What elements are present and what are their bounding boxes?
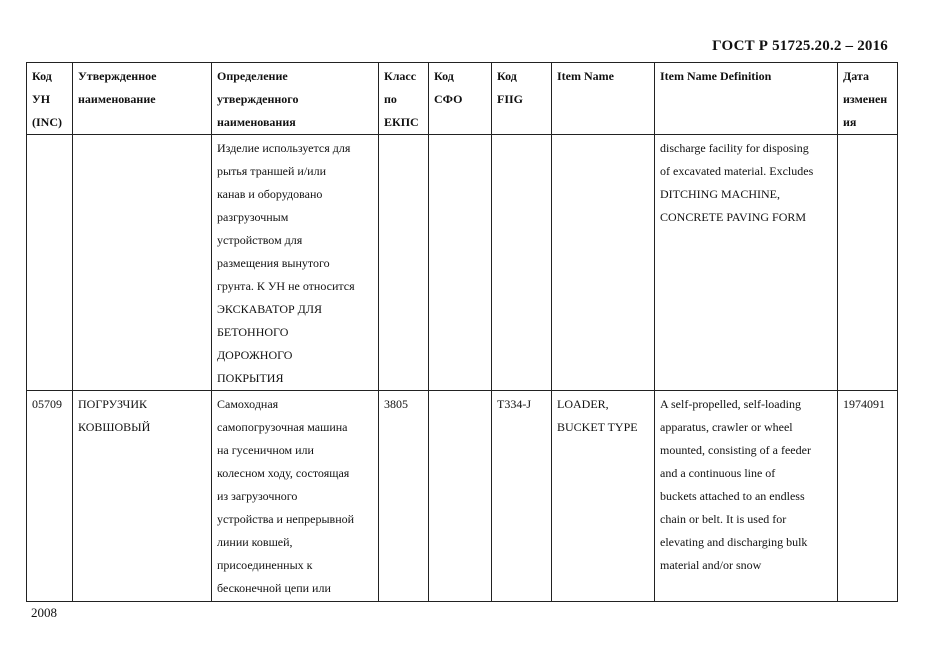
cell-class: 3805 (379, 391, 429, 602)
cell-date: 1974091 (838, 391, 898, 602)
cell-name: ПОГРУЗЧИК КОВШОВЫЙ (73, 391, 212, 602)
col-header-item-name: Item Name (552, 63, 655, 135)
cell-sfo (429, 135, 492, 391)
cell-class (379, 135, 429, 391)
cell-item-name (552, 135, 655, 391)
cell-name (73, 135, 212, 391)
cell-code: 05709 (27, 391, 73, 602)
registry-table (26, 62, 898, 602)
col-header-change-date: Дата изменен ия (838, 63, 898, 135)
document-standard-header: ГОСТ Р 51725.20.2 – 2016 (712, 38, 888, 54)
cell-item-definition: discharge facility for disposing of excavated material. Excludes DITCHING MACHINE, CONCRETE PAVING FORM (655, 135, 838, 391)
cell-code (27, 135, 73, 391)
cell-date (838, 135, 898, 391)
table-row (27, 135, 898, 391)
cell-fiig (492, 135, 552, 391)
cell-definition: Изделие используется для рытья траншей и/или канав и оборудовано разгрузочным устройством для размещения вынутого грунта. К УН не относится ЭКСКАВАТОР ДЛЯ БЕТОННОГО ДОРОЖНОГО ПОКРЫТИЯ (212, 135, 379, 391)
col-header-item-name-definition: Item Name Definition (655, 63, 838, 135)
col-header-fiig-code: Код FIIG (492, 63, 552, 135)
cell-definition: Самоходная самопогрузочная машина на гусеничном или колесном ходу, состоящая из загрузочного устройства и непрерывной линии ковшей, присоединенных к бесконечной цепи или (212, 391, 379, 602)
col-header-approved-name: Утвержденное наименование (73, 63, 212, 135)
cell-item-definition: A self-propelled, self-loading apparatus, crawler or wheel mounted, consisting of a feeder and a continuous line of buckets attached to an endless chain or belt. It is used for elevating and discharging bulk material and/or snow (655, 391, 838, 602)
col-header-definition: Определение утвержденного наименования (212, 63, 379, 135)
table-header-row (27, 63, 898, 135)
col-header-sfo-code: Код СФО (429, 63, 492, 135)
cell-fiig: T334-J (492, 391, 552, 602)
cell-item-name: LOADER, BUCKET TYPE (552, 391, 655, 602)
cell-sfo (429, 391, 492, 602)
col-header-inc-code: Код УН (INC) (27, 63, 73, 135)
col-header-ekps-class: Класс по ЕКПС (379, 63, 429, 135)
table-row (27, 391, 898, 602)
page-number: 2008 (31, 605, 57, 620)
